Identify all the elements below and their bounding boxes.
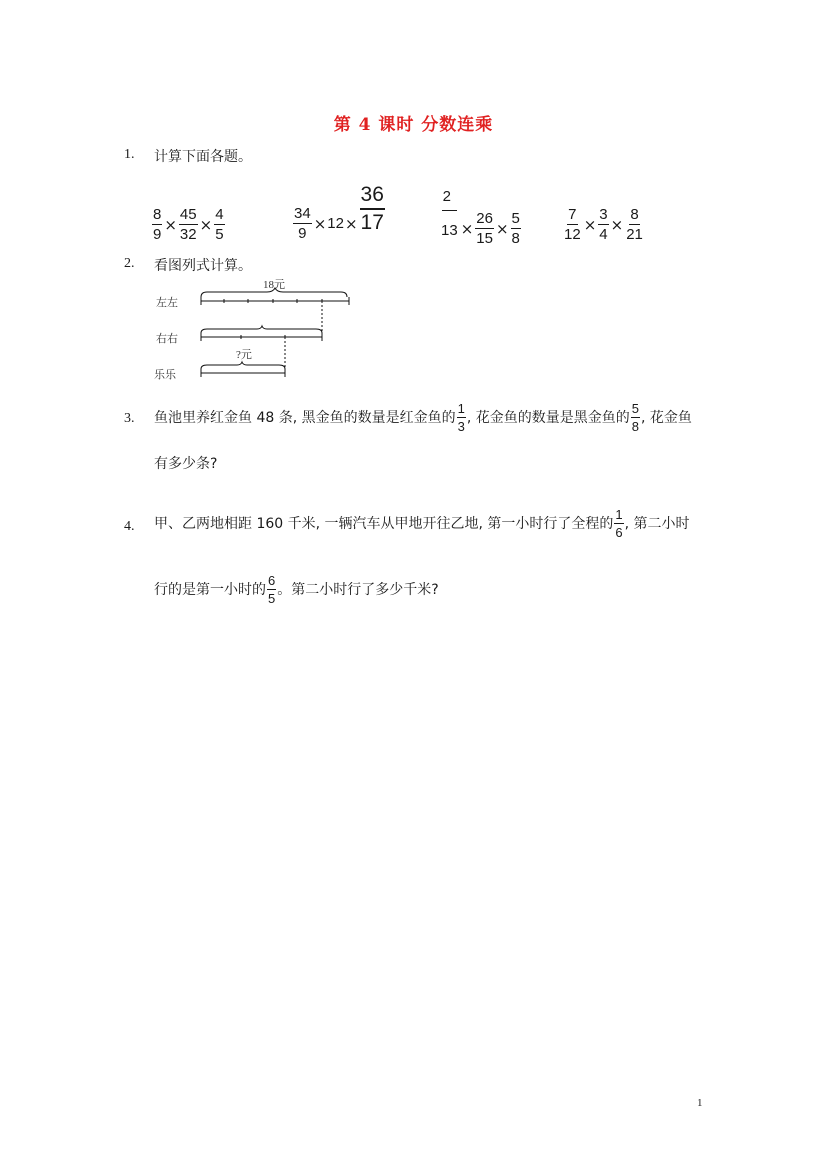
question-4-text-part-1: 甲、乙两地相距 160 千米, 一辆汽车从甲地开往乙地, 第一小时行了全程的 <box>154 516 614 532</box>
question-3-line-1 <box>154 397 692 437</box>
times-sign: × <box>164 215 177 234</box>
denominator: 4 <box>599 226 608 243</box>
question-4-line-1 <box>154 503 690 543</box>
times-sign: × <box>199 215 213 234</box>
question-4-line-2 <box>154 569 439 609</box>
numerator: 5 <box>511 210 520 227</box>
fraction <box>511 211 521 246</box>
numerator: 2 <box>442 189 457 211</box>
denominator: 6 <box>615 524 623 540</box>
fraction <box>614 508 623 539</box>
numerator: 34 <box>294 205 311 222</box>
denominator: 32 <box>179 226 197 243</box>
numerator: 8 <box>630 206 639 223</box>
times-sign: × <box>610 215 624 234</box>
diagram-label-total: 18元 <box>263 279 285 291</box>
expression-2 <box>292 176 386 241</box>
fraction <box>457 402 466 433</box>
denominator: 17 <box>360 211 384 234</box>
diagram-name-youyou: 右右 <box>156 333 178 345</box>
page-title: 第 4 课时 分数连乘 <box>333 115 494 135</box>
expression-3 <box>439 181 522 246</box>
denominator: 5 <box>268 590 276 606</box>
numerator: 6 <box>268 572 276 588</box>
times-sign: × <box>460 219 474 238</box>
middle-brace <box>201 326 322 333</box>
numerator: 45 <box>179 206 197 223</box>
question-4-text-part-3: 行的是第一小时的 <box>154 582 266 598</box>
expression-1 <box>151 207 226 242</box>
page-number: 1 <box>697 1097 703 1109</box>
fraction <box>475 211 494 246</box>
top-brace <box>201 288 347 297</box>
bottom-brace <box>201 362 285 369</box>
denominator: 3 <box>457 418 465 434</box>
fraction <box>293 206 312 241</box>
question-1-prompt: 计算下面各题。 <box>154 149 252 165</box>
denominator: 5 <box>215 226 224 243</box>
question-2-number: 2. <box>124 256 135 271</box>
question-4-text-part-4: 。第二小时行了多少千米? <box>277 582 439 598</box>
integer-factor: 12 <box>327 215 344 232</box>
denominator: 8 <box>631 418 639 434</box>
denominator: 9 <box>298 225 307 242</box>
numerator: 1 <box>615 506 623 522</box>
diagram-name-zuozuo: 左左 <box>156 297 178 309</box>
fraction <box>598 207 608 242</box>
denominator: 8 <box>511 230 520 247</box>
question-3-text-part-2: , 花金鱼的数量是黑金鱼的 <box>466 410 630 426</box>
question-3-text-part-3: , 花金鱼 <box>641 410 692 426</box>
times-sign: × <box>313 214 327 233</box>
diagram-label-unknown: ?元 <box>236 349 252 361</box>
fraction <box>440 189 459 238</box>
fraction <box>563 207 582 242</box>
denominator: 13 <box>441 222 458 239</box>
numerator: 1 <box>457 400 465 416</box>
line-segment-diagram <box>195 285 360 385</box>
denominator: 21 <box>626 226 643 243</box>
fraction <box>631 402 640 433</box>
numerator: 3 <box>599 206 608 223</box>
numerator: 8 <box>153 206 162 223</box>
denominator: 15 <box>476 230 493 247</box>
numerator: 36 <box>360 184 385 210</box>
question-4-number: 4. <box>124 519 135 534</box>
question-3-text-part-1: 鱼池里养红金鱼 48 条, 黑金鱼的数量是红金鱼的 <box>154 410 456 426</box>
question-3-line-2: 有多少条? <box>154 456 218 472</box>
fraction <box>152 207 162 242</box>
diagram-name-lele: 乐乐 <box>154 369 176 381</box>
fraction <box>214 207 224 242</box>
denominator: 12 <box>564 226 581 243</box>
question-1-number: 1. <box>124 147 135 162</box>
times-sign: × <box>344 214 358 233</box>
question-2-prompt: 看图列式计算。 <box>154 258 252 274</box>
question-4-text-part-2: , 第二小时 <box>624 516 690 532</box>
numerator: 4 <box>215 206 224 223</box>
times-sign: × <box>583 215 597 234</box>
numerator: 7 <box>568 206 577 223</box>
numerator: 26 <box>476 210 493 227</box>
fraction <box>625 207 644 242</box>
fraction <box>179 207 198 242</box>
expression-4 <box>562 207 645 242</box>
question-3-number: 3. <box>124 411 135 426</box>
numerator: 5 <box>631 400 639 416</box>
fraction-large <box>360 184 385 233</box>
times-sign: × <box>495 219 509 238</box>
fraction <box>267 574 276 605</box>
denominator: 9 <box>153 226 162 243</box>
